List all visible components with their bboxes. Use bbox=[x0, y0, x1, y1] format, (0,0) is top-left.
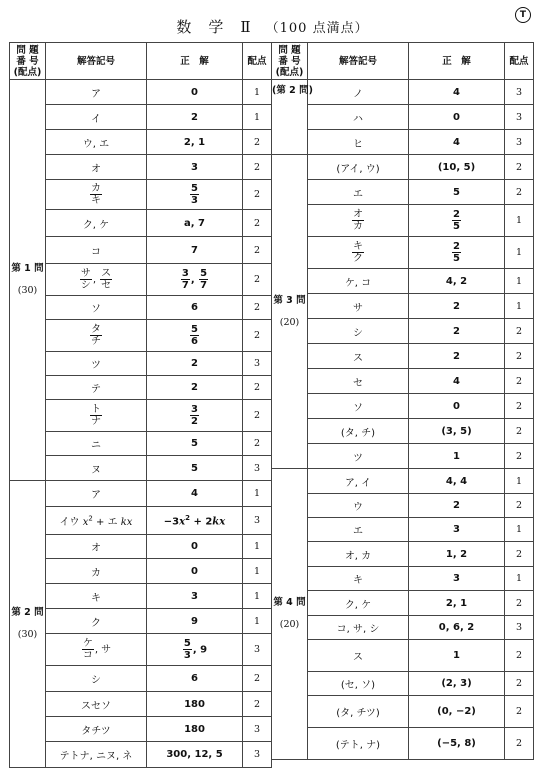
correct-answer: $\frac{5}{6}$ bbox=[147, 320, 243, 352]
header-points: 配点 bbox=[505, 43, 534, 80]
correct-answer: 5 bbox=[409, 180, 505, 205]
points-value: 2 bbox=[505, 180, 534, 205]
answer-table-left bbox=[9, 42, 272, 768]
table-row bbox=[10, 456, 272, 481]
table-row bbox=[272, 319, 534, 344]
table-row bbox=[272, 180, 534, 205]
section-name: 第 4 問 bbox=[273, 597, 306, 608]
correct-answer: 2, 1 bbox=[147, 130, 243, 155]
table-row bbox=[10, 609, 272, 634]
correct-answer: (2, 3) bbox=[409, 672, 505, 696]
points-value: 2 bbox=[505, 344, 534, 369]
points-value: 2 bbox=[243, 432, 272, 456]
correct-answer: 2, 1 bbox=[409, 591, 505, 616]
table-row bbox=[10, 237, 272, 264]
table-row bbox=[272, 696, 534, 728]
section-label bbox=[10, 80, 46, 481]
table-row bbox=[272, 518, 534, 542]
header-question-number: 問 題 番 号 (配点) bbox=[272, 43, 308, 80]
table-row bbox=[272, 394, 534, 419]
table-row bbox=[272, 344, 534, 369]
table-row bbox=[272, 105, 534, 130]
points-value: 2 bbox=[243, 666, 272, 692]
points-value: 2 bbox=[243, 210, 272, 237]
header-answer-symbol: 解答記号 bbox=[308, 43, 409, 80]
table-row bbox=[10, 105, 272, 130]
correct-answer: 4 bbox=[409, 369, 505, 394]
answer-symbol: キ ク bbox=[308, 237, 409, 269]
answer-symbol: オ bbox=[46, 535, 147, 559]
answer-symbol: テトナ, ニヌ, ネ bbox=[46, 742, 147, 768]
answer-symbol: (タ, チ) bbox=[308, 419, 409, 444]
points-value: 3 bbox=[243, 456, 272, 481]
correct-answer: $\frac{2}{5}$ bbox=[409, 205, 505, 237]
correct-answer: 0 bbox=[147, 559, 243, 584]
points-value: 2 bbox=[505, 591, 534, 616]
correct-answer: 2 bbox=[147, 105, 243, 130]
correct-answer: 300, 12, 5 bbox=[147, 742, 243, 768]
correct-answer: (3, 5) bbox=[409, 419, 505, 444]
points-value: 1 bbox=[243, 609, 272, 634]
correct-answer: 1, 2 bbox=[409, 542, 505, 567]
table-row bbox=[272, 419, 534, 444]
points-value: 3 bbox=[243, 717, 272, 742]
correct-answer: 4, 2 bbox=[409, 269, 505, 294]
page-title bbox=[0, 16, 545, 37]
answer-symbol: ウ, エ bbox=[46, 130, 147, 155]
section-label bbox=[10, 481, 46, 768]
table-row bbox=[10, 634, 272, 666]
table-row bbox=[10, 535, 272, 559]
table-row bbox=[10, 666, 272, 692]
answer-symbol: ヒ bbox=[308, 130, 409, 155]
correct-answer: 3 bbox=[147, 584, 243, 609]
table-row bbox=[272, 728, 534, 760]
table-row bbox=[10, 155, 272, 180]
answer-symbol: ク bbox=[46, 609, 147, 634]
table-row bbox=[272, 155, 534, 180]
title-text: 数 学 Ⅱ bbox=[176, 18, 252, 36]
correct-answer: $\frac{3}{7}$ , $\frac{5}{7}$ bbox=[147, 264, 243, 296]
table-row bbox=[272, 469, 534, 494]
section-points: (30) bbox=[17, 629, 38, 640]
answer-symbol: (タ, チツ) bbox=[308, 696, 409, 728]
points-value: 2 bbox=[505, 494, 534, 518]
answer-symbol: サ bbox=[308, 294, 409, 319]
table-row bbox=[272, 616, 534, 640]
table-row bbox=[272, 205, 534, 237]
correct-answer: 3 bbox=[147, 155, 243, 180]
points-value: 2 bbox=[243, 264, 272, 296]
section-label bbox=[272, 155, 308, 469]
table-row bbox=[10, 320, 272, 352]
answer-symbol: ス bbox=[308, 344, 409, 369]
table-row bbox=[10, 180, 272, 210]
points-value: 2 bbox=[243, 130, 272, 155]
section-points: (20) bbox=[279, 316, 300, 328]
points-value: 3 bbox=[505, 105, 534, 130]
table-row bbox=[10, 352, 272, 376]
subtitle: （100 点満点） bbox=[265, 21, 369, 36]
correct-answer: 2 bbox=[147, 352, 243, 376]
answer-symbol: ニ bbox=[46, 432, 147, 456]
answer-symbol: ソ bbox=[308, 394, 409, 419]
answer-symbol: (アイ, ウ) bbox=[308, 155, 409, 180]
answer-symbol: ア, イ bbox=[308, 469, 409, 494]
correct-answer: 2 bbox=[409, 319, 505, 344]
points-value: 2 bbox=[243, 692, 272, 717]
answer-symbol: シ bbox=[308, 319, 409, 344]
points-value: 1 bbox=[505, 294, 534, 319]
section-name: (第 2 問) bbox=[272, 85, 313, 96]
correct-answer: 180 bbox=[147, 692, 243, 717]
points-value: 2 bbox=[505, 672, 534, 696]
table-row bbox=[10, 717, 272, 742]
points-value: 1 bbox=[505, 269, 534, 294]
answer-symbol: ケ, コ bbox=[308, 269, 409, 294]
points-value: 1 bbox=[243, 481, 272, 507]
correct-answer: 0 bbox=[147, 535, 243, 559]
answer-symbol: スセソ bbox=[46, 692, 147, 717]
correct-answer: 3 bbox=[409, 518, 505, 542]
correct-answer: 1 bbox=[409, 444, 505, 469]
points-value: 2 bbox=[505, 542, 534, 567]
correct-answer: $\frac{2}{5}$ bbox=[409, 237, 505, 269]
correct-answer: $\frac{5}{3}$ bbox=[147, 180, 243, 210]
correct-answer: 4 bbox=[409, 80, 505, 105]
correct-answer: $\frac{5}{3}$ , 9 bbox=[147, 634, 243, 666]
correct-answer: 4 bbox=[147, 481, 243, 507]
points-value: 2 bbox=[243, 180, 272, 210]
table-row bbox=[10, 130, 272, 155]
answer-symbol: イウ $x^2$ + エ kx bbox=[46, 507, 147, 535]
points-value: 3 bbox=[243, 634, 272, 666]
header-points: 配点 bbox=[243, 43, 272, 80]
points-value: 3 bbox=[243, 507, 272, 535]
correct-answer: 180 bbox=[147, 717, 243, 742]
points-value: 2 bbox=[505, 155, 534, 180]
points-value: 1 bbox=[243, 80, 272, 105]
points-value: 1 bbox=[505, 567, 534, 591]
table-row bbox=[272, 237, 534, 269]
answer-symbol: キ bbox=[308, 567, 409, 591]
correct-answer: 2 bbox=[409, 494, 505, 518]
correct-answer: 9 bbox=[147, 609, 243, 634]
points-value: 2 bbox=[505, 696, 534, 728]
answer-symbol: カ bbox=[46, 559, 147, 584]
header-correct-answer: 正 解 bbox=[147, 43, 243, 80]
section-label bbox=[272, 469, 308, 760]
table-row bbox=[272, 591, 534, 616]
points-value: 3 bbox=[505, 130, 534, 155]
section-points: (20) bbox=[279, 619, 300, 630]
table-row bbox=[272, 640, 534, 672]
table-row bbox=[10, 559, 272, 584]
points-value: 2 bbox=[243, 237, 272, 264]
table-row bbox=[272, 494, 534, 518]
answer-symbol: ス bbox=[308, 640, 409, 672]
points-value: 2 bbox=[243, 400, 272, 432]
answer-symbol: タ チ bbox=[46, 320, 147, 352]
answer-symbol: (セ, ソ) bbox=[308, 672, 409, 696]
answer-symbol: ツ bbox=[308, 444, 409, 469]
points-value: 3 bbox=[243, 352, 272, 376]
answer-symbol: ア bbox=[46, 481, 147, 507]
points-value: 2 bbox=[243, 296, 272, 320]
answer-symbol: ヌ bbox=[46, 456, 147, 481]
points-value: 1 bbox=[505, 469, 534, 494]
table-row bbox=[10, 584, 272, 609]
answer-symbol: ケ コ , サ bbox=[46, 634, 147, 666]
table-row bbox=[10, 264, 272, 296]
table-row bbox=[272, 672, 534, 696]
t-mark-icon: T bbox=[515, 7, 531, 23]
correct-answer: 2 bbox=[409, 294, 505, 319]
correct-answer: 5 bbox=[147, 432, 243, 456]
table-row bbox=[10, 296, 272, 320]
correct-answer: 2 bbox=[147, 376, 243, 400]
table-row bbox=[272, 567, 534, 591]
answer-symbol: ク, ケ bbox=[46, 210, 147, 237]
correct-answer: 4, 4 bbox=[409, 469, 505, 494]
section-name: 第 1 問 bbox=[11, 263, 44, 274]
table-row bbox=[272, 444, 534, 469]
correct-answer: 0 bbox=[147, 80, 243, 105]
correct-answer: (10, 5) bbox=[409, 155, 505, 180]
points-value: 2 bbox=[243, 320, 272, 352]
points-value: 2 bbox=[505, 444, 534, 469]
section-points: (30) bbox=[17, 285, 38, 296]
correct-answer: 1 bbox=[409, 640, 505, 672]
answer-table-right bbox=[271, 42, 534, 760]
points-value: 1 bbox=[243, 535, 272, 559]
table-row bbox=[10, 400, 272, 432]
points-value: 2 bbox=[505, 369, 534, 394]
answer-symbol: ト ナ bbox=[46, 400, 147, 432]
correct-answer: (−5, 8) bbox=[409, 728, 505, 760]
answer-symbol: ウ bbox=[308, 494, 409, 518]
table-row bbox=[272, 542, 534, 567]
table-row bbox=[272, 369, 534, 394]
header-answer-symbol: 解答記号 bbox=[46, 43, 147, 80]
answer-symbol: ハ bbox=[308, 105, 409, 130]
correct-answer: 2 bbox=[409, 344, 505, 369]
table-row bbox=[10, 742, 272, 768]
points-value: 1 bbox=[243, 584, 272, 609]
answer-symbol: キ bbox=[46, 584, 147, 609]
points-value: 2 bbox=[243, 376, 272, 400]
points-value: 1 bbox=[505, 237, 534, 269]
answer-symbol: カ キ bbox=[46, 180, 147, 210]
table-row bbox=[272, 269, 534, 294]
answer-symbol: オ カ bbox=[308, 205, 409, 237]
answer-symbol: タチツ bbox=[46, 717, 147, 742]
table-row bbox=[10, 692, 272, 717]
points-value: 2 bbox=[505, 394, 534, 419]
answer-symbol: コ, サ, シ bbox=[308, 616, 409, 640]
table-row bbox=[10, 481, 272, 507]
correct-answer: 3 bbox=[409, 567, 505, 591]
answer-symbol: サ シ , ス セ bbox=[46, 264, 147, 296]
table-row bbox=[272, 130, 534, 155]
answer-symbol: オ, カ bbox=[308, 542, 409, 567]
correct-answer: 6 bbox=[147, 666, 243, 692]
correct-answer: 0 bbox=[409, 394, 505, 419]
header-correct-answer: 正 解 bbox=[409, 43, 505, 80]
table-row bbox=[272, 80, 534, 105]
section-name: 第 2 問 bbox=[11, 607, 44, 618]
correct-answer: $-3x^2 + 2kx$ bbox=[147, 507, 243, 535]
answer-symbol: ノ bbox=[308, 80, 409, 105]
answer-symbol: シ bbox=[46, 666, 147, 692]
table-row bbox=[10, 432, 272, 456]
answer-symbol: エ bbox=[308, 518, 409, 542]
correct-answer: 5 bbox=[147, 456, 243, 481]
answer-symbol: エ bbox=[308, 180, 409, 205]
answer-symbol: (テト, ナ) bbox=[308, 728, 409, 760]
section-name: 第 3 問 bbox=[273, 294, 306, 306]
points-value: 2 bbox=[243, 155, 272, 180]
answer-symbol: イ bbox=[46, 105, 147, 130]
table-row bbox=[10, 210, 272, 237]
section-label bbox=[272, 80, 313, 155]
correct-answer: 0, 6, 2 bbox=[409, 616, 505, 640]
table-row bbox=[10, 80, 272, 105]
correct-answer: 6 bbox=[147, 296, 243, 320]
correct-answer: 0 bbox=[409, 105, 505, 130]
answer-symbol: コ bbox=[46, 237, 147, 264]
points-value: 1 bbox=[243, 105, 272, 130]
table-row bbox=[10, 376, 272, 400]
points-value: 2 bbox=[505, 319, 534, 344]
correct-answer: a, 7 bbox=[147, 210, 243, 237]
answer-symbol: ク, ケ bbox=[308, 591, 409, 616]
points-value: 3 bbox=[505, 616, 534, 640]
points-value: 2 bbox=[505, 728, 534, 760]
correct-answer: 7 bbox=[147, 237, 243, 264]
answer-symbol: ツ bbox=[46, 352, 147, 376]
correct-answer: (0, −2) bbox=[409, 696, 505, 728]
answer-symbol: ソ bbox=[46, 296, 147, 320]
answer-symbol: ア bbox=[46, 80, 147, 105]
header-question-number: 問 題 番 号 (配点) bbox=[10, 43, 46, 80]
correct-answer: $\frac{3}{2}$ bbox=[147, 400, 243, 432]
points-value: 3 bbox=[505, 80, 534, 105]
answer-symbol: セ bbox=[308, 369, 409, 394]
table-row bbox=[10, 507, 272, 535]
points-value: 1 bbox=[505, 205, 534, 237]
answer-symbol: テ bbox=[46, 376, 147, 400]
points-value: 2 bbox=[505, 640, 534, 672]
table-row bbox=[272, 294, 534, 319]
points-value: 2 bbox=[505, 419, 534, 444]
points-value: 1 bbox=[505, 518, 534, 542]
points-value: 3 bbox=[243, 742, 272, 768]
correct-answer: 4 bbox=[409, 130, 505, 155]
answer-symbol: オ bbox=[46, 155, 147, 180]
points-value: 1 bbox=[243, 559, 272, 584]
